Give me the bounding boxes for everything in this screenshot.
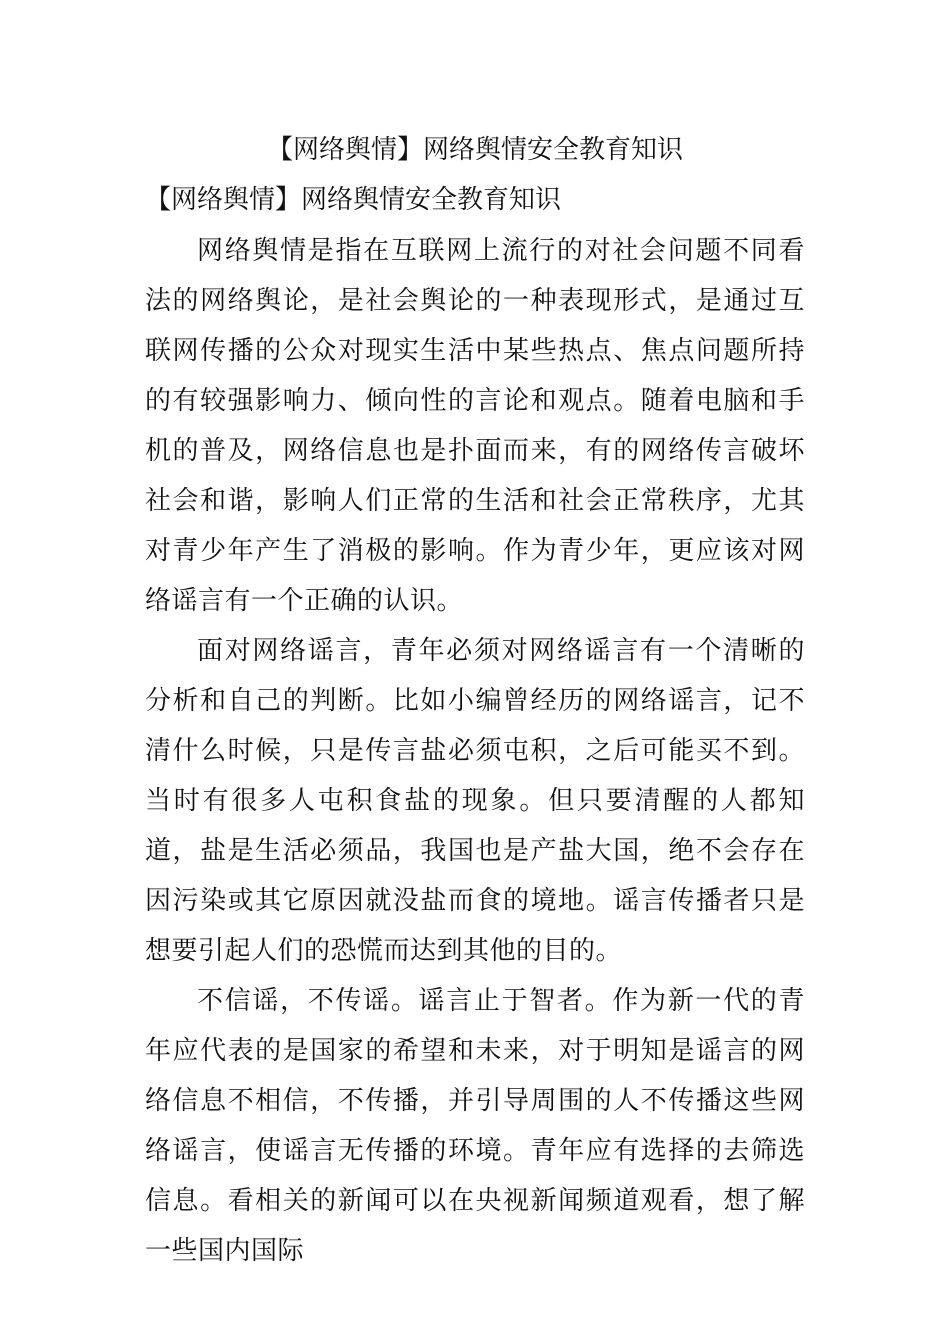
document-subtitle: 【网络舆情】网络舆情安全教育知识 [145,185,562,215]
document-body [145,178,805,1276]
paragraph-1: 网络舆情是指在互联网上流行的对社会问题不同看法的网络舆论，是社会舆论的一种表现形式，是通过互联网传播的公众对现实生活中某些热点、焦点问题所持的有较强影响力、倾向性的言论和观点。随着电脑和手机的普及，网络信息也是扑面而来，有的网络传言破坏社会和谐，影响人们正常的生活和社会正常秩序，尤其对青少年产生了消极的影响。作为青少年，更应该对网络谣言有一个正确的认识。 [145,236,805,616]
document-title: 【网络舆情】网络舆情安全教育知识 [266,135,683,165]
paragraph-3: 不信谣，不传谣。谣言止于智者。作为新一代的青年应代表的是国家的希望和未来，对于明知是谣言的网络信息不相信，不传播，并引导周围的人不传播这些网络谣言，使谣言无传播的环境。青年应有选择的去筛选信息。看相关的新闻可以在央视新闻频道观看，想了解一些国内国际 [145,986,805,1266]
paragraph-2: 面对网络谣言，青年必须对网络谣言有一个清晰的分析和自己的判断。比如小编曾经历的网络谣言，记不清什么时候，只是传言盐必须屯积，之后可能买不到。当时有很多人屯积食盐的现象。但只要清醒的人都知道，盐是生活必须品，我国也是产盐大国，绝不会存在因污染或其它原因就没盐而食的境地。谣言传播者只是想要引起人们的恐慌而达到其他的目的。 [145,636,805,966]
